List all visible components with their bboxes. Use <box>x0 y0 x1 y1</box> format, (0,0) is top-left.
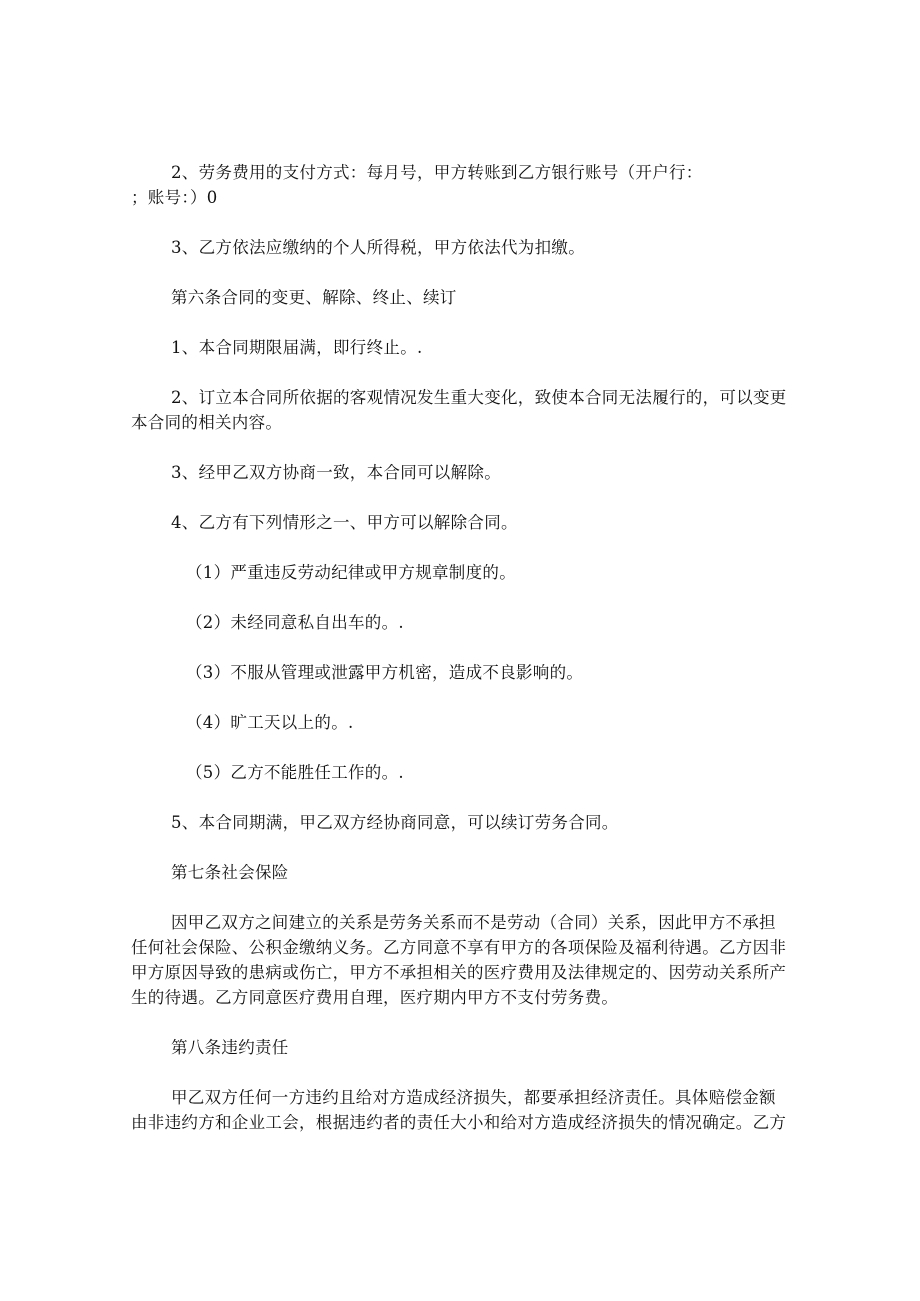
text-line: 2、订立本合同所依据的客观情况发生重大变化，致使本合同无法履行的，可以变更 <box>171 388 787 407</box>
list-item-1 <box>186 560 850 585</box>
text-line: （4）旷工天以上的。. <box>186 713 354 732</box>
article-seven-heading <box>131 860 795 885</box>
text-line: 任何社会保险、公积金缴纳义务。乙方同意不享有甲方的各项保险及福利待遇。乙方因非 <box>131 938 787 957</box>
text-line: 甲乙双方任何一方违约且给对方造成经济损失，都要承担经济责任。具体赔偿金额 <box>171 1088 776 1107</box>
text-line: 因甲乙双方之间建立的关系是劳务关系而不是劳动（合同）关系，因此甲方不承担 <box>171 913 776 932</box>
text-line: 第六条合同的变更、解除、终止、续订 <box>171 288 457 307</box>
text-line: （5）乙方不能胜任工作的。. <box>186 763 404 782</box>
paragraph-social-insurance <box>131 910 795 1010</box>
article-eight-heading <box>131 1035 795 1060</box>
text-line: 4、乙方有下列情形之一、甲方可以解除合同。 <box>171 513 518 532</box>
list-item-5 <box>186 760 850 785</box>
text-line: （3）不服从管理或泄露甲方机密，造成不良影响的。 <box>186 663 584 682</box>
paragraph-renewal <box>131 810 795 835</box>
list-item-4 <box>186 710 850 735</box>
text-line: ；账号：）0 <box>131 188 218 207</box>
article-six-heading <box>131 285 795 310</box>
paragraph-income-tax <box>131 235 795 260</box>
paragraph-mutual-termination <box>131 460 795 485</box>
text-line: 生的待遇。乙方同意医疗费用自理，医疗期内甲方不支付劳务费。 <box>131 988 619 1007</box>
text-line: 3、乙方依法应缴纳的个人所得税，甲方依法代为扣缴。 <box>171 238 585 257</box>
text-line: （1）严重违反劳动纪律或甲方规章制度的。 <box>186 563 516 582</box>
text-line: 1、本合同期限届满，即行终止。. <box>171 338 423 357</box>
text-line: 2、劳务费用的支付方式：每月号，甲方转账到乙方银行账号（开户行： <box>171 163 703 182</box>
text-line: 5、本合同期满，甲乙双方经协商同意，可以续订劳务合同。 <box>171 813 619 832</box>
paragraph-term-expiry <box>131 335 795 360</box>
text-line: 甲方原因导致的患病或伤亡，甲方不承担相关的医疗费用及法律规定的、因劳动关系所产 <box>131 963 787 982</box>
list-item-3 <box>186 660 850 685</box>
text-line: 第七条社会保险 <box>171 863 289 882</box>
paragraph-breach-liability <box>131 1085 795 1135</box>
paragraph-termination-conditions <box>131 510 795 535</box>
text-line: 第八条违约责任 <box>171 1038 289 1057</box>
paragraph-change-contract <box>131 385 795 435</box>
paragraph-payment-method <box>131 160 795 210</box>
text-line: （2）未经同意私自出车的。. <box>186 613 404 632</box>
text-line: 由非违约方和企业工会，根据违约者的责任大小和给对方造成经济损失的情况确定。乙方 <box>131 1113 787 1132</box>
text-line: 3、经甲乙双方协商一致，本合同可以解除。 <box>171 463 501 482</box>
text-line: 本合同的相关内容。 <box>131 413 283 432</box>
list-item-2 <box>186 610 850 635</box>
